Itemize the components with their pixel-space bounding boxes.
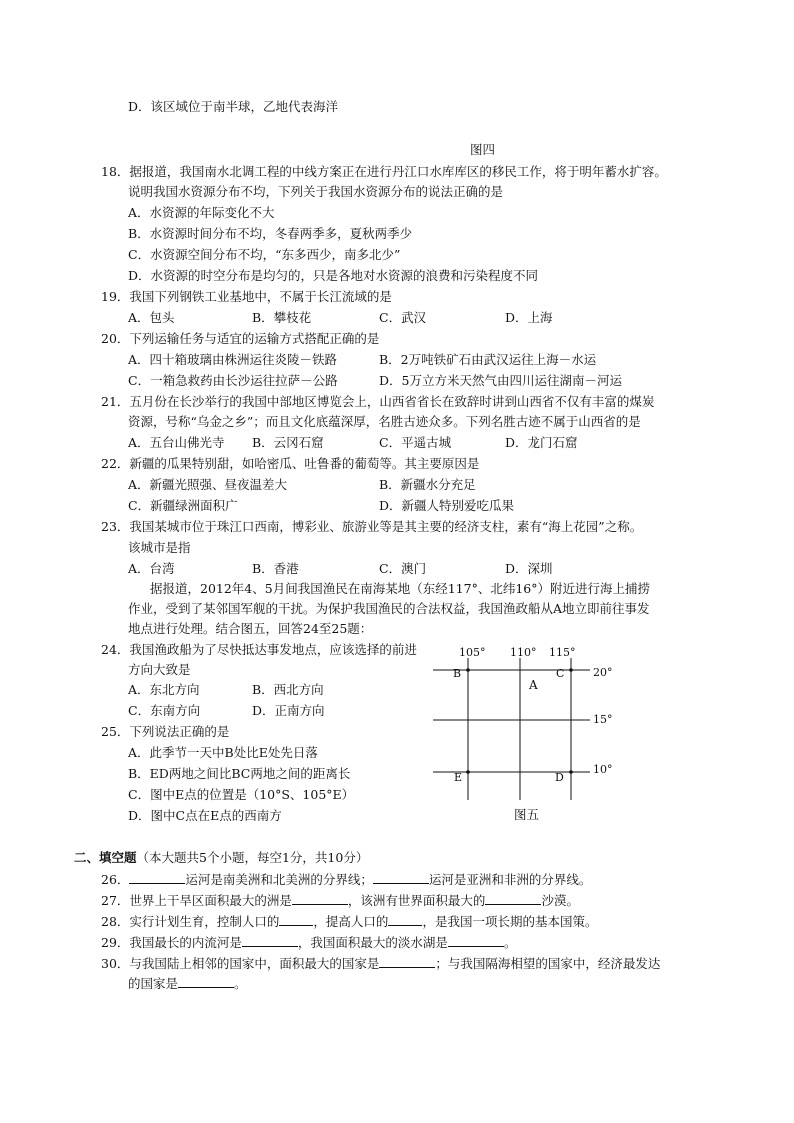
question-30-line2 <box>128 975 247 992</box>
q29-text-3: 。 <box>503 935 517 950</box>
q23-option-a: A．台湾 <box>128 561 175 576</box>
q24-stem-line1: 24．我国渔政船为了尽快抵达事发地点，应该选择的前进 <box>101 642 417 657</box>
point-e-label: E <box>454 771 463 784</box>
question-28 <box>101 913 597 930</box>
q30-text-4: 。 <box>234 976 247 991</box>
point-c-label: C <box>556 667 565 680</box>
q26-text-2: 运河是亚洲和非洲的分界线。 <box>428 872 592 887</box>
q19-option-b: B．攀枝花 <box>252 310 312 325</box>
q27-text-3: 沙漠。 <box>541 893 579 908</box>
q20-option-c: C．一箱急救药由长沙运往拉萨－公路 <box>128 373 338 388</box>
q21-option-a: A．五台山佛光寺 <box>128 435 225 450</box>
q28-text-1: 实行计划生育，控制人口的 <box>129 914 280 929</box>
q18-option-b: B．水资源时间分布不均，冬春两季多，夏秋两季少 <box>128 226 413 241</box>
q21-option-d: D．龙门石窟 <box>505 435 578 450</box>
q18-option-c: C．水资源空间分布不均，“东多西少，南多北少” <box>128 247 401 262</box>
q25-option-c: C．图中E点的位置是（10°S、105°E） <box>128 787 355 802</box>
lon-label-115: 115° <box>549 646 576 659</box>
q30-blank-1[interactable] <box>379 955 435 968</box>
q23-option-b: B．香港 <box>252 561 299 576</box>
q28-blank-1[interactable] <box>279 913 313 926</box>
q30-number: 30． <box>101 956 130 971</box>
question-29 <box>101 934 516 951</box>
q30-text-3: 的国家是 <box>128 976 179 991</box>
q29-blank-2[interactable] <box>448 934 504 947</box>
q28-blank-2[interactable] <box>388 913 422 926</box>
q29-number: 29． <box>101 935 130 950</box>
q20-option-a: A．四十箱玻璃由株洲运往炎陵－铁路 <box>128 352 338 367</box>
q21-stem-line1: 21．五月份在长沙举行的我国中部地区博览会上，山西省省长在致辞时讲到山西省不仅有丰富的煤炭 <box>101 394 655 409</box>
q23-option-d: D．深圳 <box>505 561 553 576</box>
q23-stem-line2: 该城市是指 <box>128 540 191 555</box>
q19-option-c: C．武汉 <box>379 310 427 325</box>
q25-option-b: B．ED两地之间比BC两地之间的距离长 <box>128 766 351 781</box>
q21-option-c: C．平遥古城 <box>379 435 452 450</box>
q29-blank-1[interactable] <box>242 934 298 947</box>
figure5-grid <box>425 640 625 825</box>
q21-stem-line2: 资源，号称“乌金之乡”；而且文化底蕴深厚，名胜古迹众多。下列名胜古迹不属于山西省的是 <box>128 414 641 429</box>
q18-stem-line2: 说明我国水资源分布不均，下列关于我国水资源分布的说法正确的是 <box>128 184 504 199</box>
q28-number: 28． <box>101 914 130 929</box>
point-d-label: D <box>555 771 564 784</box>
q24-stem-line2: 方向大致是 <box>128 662 191 677</box>
q22-stem: 22．新疆的瓜果特别甜，如哈密瓜、吐鲁番的葡萄等。其主要原因是 <box>101 456 480 471</box>
q21-option-b: B．云冈石窟 <box>252 435 324 450</box>
lat-label-10: 10° <box>593 763 613 776</box>
q22-option-d: D．新疆人特别爱吃瓜果 <box>379 498 515 513</box>
q26-text-1: 运河是南美洲和北美洲的分界线； <box>185 872 373 887</box>
section2-note: （本大题共5个小题，每空1分，共10分） <box>136 850 369 865</box>
lon-label-105: 105° <box>459 646 486 659</box>
lat-label-20: 20° <box>593 666 613 679</box>
q18-option-d: D．水资源的时空分布是均匀的，只是各地对水资源的浪费和污染程度不同 <box>128 268 539 283</box>
q25-stem: 25．下列说法正确的是 <box>101 724 230 739</box>
q19-stem: 19．我国下列钢铁工业基地中，不属于长江流域的是 <box>101 289 392 304</box>
q22-option-a: A．新疆光照强、昼夜温差大 <box>128 477 288 492</box>
q26-blank-1[interactable] <box>129 871 185 884</box>
q30-blank-2[interactable] <box>178 975 234 988</box>
q27-text-2: ，该洲有世界面积最大的 <box>347 893 486 908</box>
q25-option-a: A．此季节一天中B处比E处先日落 <box>128 745 318 760</box>
q26-number: 26． <box>101 872 130 887</box>
point-d-marker <box>569 770 573 774</box>
q20-option-d: D．5万立方米天然气由四川运往湖南－河运 <box>379 373 622 388</box>
q24-option-b: B．西北方向 <box>252 682 324 697</box>
q24-option-c: C．东南方向 <box>128 703 201 718</box>
q30-text-2: ；与我国隔海相望的国家中，经济最发达 <box>435 956 661 971</box>
q27-text-1: 世界上干旱区面积最大的洲是 <box>129 893 292 908</box>
q23-option-c: C．澳门 <box>379 561 427 576</box>
q27-blank-1[interactable] <box>292 892 348 905</box>
passage-line3: 地点进行处理。结合图五，回答24至25题： <box>128 621 373 636</box>
q27-blank-2[interactable] <box>485 892 541 905</box>
q18-stem-line1: 18．据报道，我国南水北调工程的中线方案正在进行丹江口水库库区的移民工作，将于明年蓄水扩容。 <box>101 164 667 179</box>
point-b-label: B <box>453 667 462 680</box>
q20-stem: 20．下列运输任务与适宜的运输方式搭配正确的是 <box>101 331 380 346</box>
q20-option-b: B．2万吨铁矿石由武汉运往上海－水运 <box>379 352 597 367</box>
question-30-line1 <box>101 955 660 972</box>
lat-label-15: 15° <box>593 713 613 726</box>
point-a-label: A <box>529 678 538 692</box>
figure4-caption: 图四 <box>470 142 496 157</box>
question-27 <box>101 892 579 909</box>
prev-option-d: D．该区域位于南半球，乙地代表海洋 <box>128 99 339 114</box>
point-e-marker <box>466 770 470 774</box>
point-b-marker <box>466 668 470 672</box>
passage-line1: 据报道，2012年4、5月间我国渔民在南海某地（东经117°、北纬16°）附近进行海上捕捞 <box>150 581 650 596</box>
q22-option-c: C．新疆绿洲面积广 <box>128 498 238 513</box>
passage-line2: 作业，受到了某邻国军舰的干扰。为保护我国渔民的合法权益，我国渔政船从A地立即前往事发 <box>128 601 650 616</box>
point-c-marker <box>569 668 573 672</box>
section2-title: 二、填空题 <box>74 850 137 865</box>
q30-text-1: 与我国陆上相邻的国家中，面积最大的国家是 <box>129 956 380 971</box>
q27-number: 27． <box>101 893 130 908</box>
q24-option-a: A．东北方向 <box>128 682 200 697</box>
q19-option-a: A．包头 <box>128 310 175 325</box>
section2-heading <box>74 850 368 866</box>
q29-text-2: ，我国面积最大的淡水湖是 <box>297 935 448 950</box>
q29-text-1: 我国最长的内流河是 <box>129 935 242 950</box>
q26-blank-2[interactable] <box>373 871 429 884</box>
q28-text-3: ，是我国一项长期的基本国策。 <box>422 914 598 929</box>
figure5-caption: 图五 <box>514 807 540 822</box>
lon-label-110: 110° <box>510 646 537 659</box>
q24-option-d: D．正南方向 <box>252 703 325 718</box>
q23-stem-line1: 23．我国某城市位于珠江口西南，博彩业、旅游业等是其主要的经济支柱，素有“海上花园”之称。 <box>101 519 643 534</box>
q22-option-b: B．新疆水分充足 <box>379 477 476 492</box>
question-26 <box>101 871 591 888</box>
q28-text-2: ，提高人口的 <box>313 914 389 929</box>
q18-option-a: A．水资源的年际变化不大 <box>128 205 275 220</box>
q19-option-d: D．上海 <box>505 310 553 325</box>
q25-option-d: D．图中C点在E点的西南方 <box>128 808 282 823</box>
